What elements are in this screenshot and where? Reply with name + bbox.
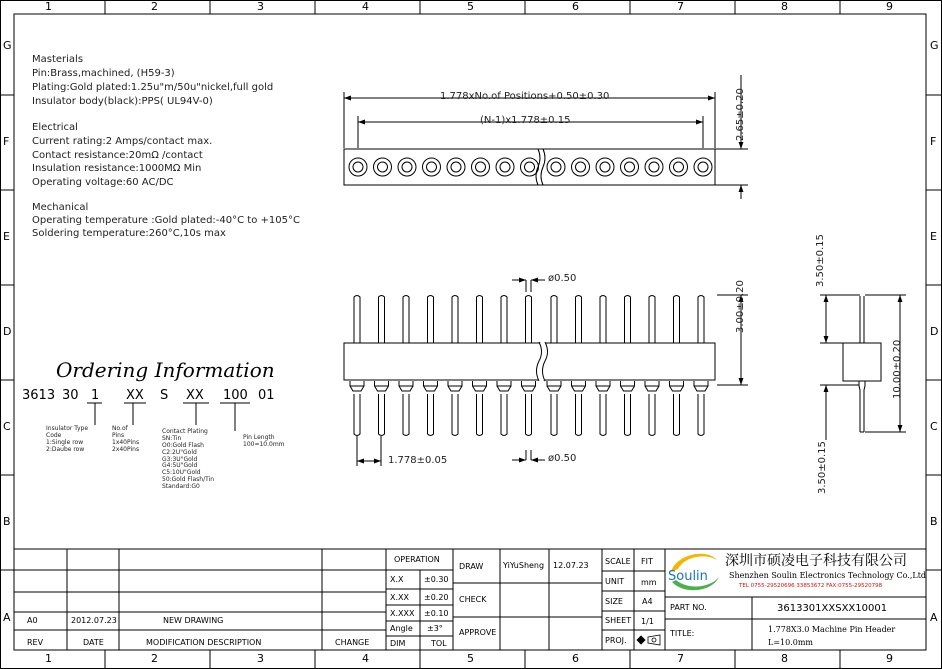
tol-value: ±0.30 [424,575,449,584]
tol-dim: X.XX [390,593,409,602]
zone-col-1: 1 [45,652,52,665]
unit-value: mm [641,578,657,587]
check-label: CHECK [459,595,487,604]
spec-line: Insulator body(black):PPS( UL94V-0) [32,96,213,107]
pin-hole [621,158,639,176]
spec-line: Soldering temperature:260°C,10s max [32,228,226,239]
pin-hole [374,158,392,176]
date-header: DATE [83,638,104,647]
title-label: TITLE: [670,629,695,638]
description-header: MODIFICATION DESCRIPTION [146,638,262,647]
zone-col-7: 7 [677,0,684,13]
zone-col-3: 3 [257,0,264,13]
zone-col-6: 6 [572,652,579,665]
pin-collar [448,381,462,391]
code-segment: XX [126,388,144,403]
dim-overall-length: 1.778xNo.of Positions+0.50±0.30 [440,91,610,102]
zone-row-e: E [3,230,10,243]
pin-hole [596,158,614,176]
pin-hole [447,158,465,176]
zone-col-6: 6 [572,0,579,13]
dim-header: DIM [390,639,406,648]
change-header: CHANGE [335,638,370,647]
pin-collar [424,381,438,391]
draw-date: 12.07.23 [553,561,589,570]
drawing-title-length: L=10.0mm [768,638,813,647]
drawer-name: YiYuSheng [503,561,545,570]
zone-row-d: D [3,325,12,338]
pin-hole [398,158,416,176]
code-segment: 3613 [22,388,56,403]
dim-side-total: 10.00±0.20 [892,339,903,399]
projection-symbol [637,635,660,645]
dim-side-bottom: 3.50±0.15 [817,441,828,494]
pin-hole [694,158,712,176]
dim-pitch-length: (N-1)x1.778±0.15 [480,115,571,126]
drawing-title: 1.778X3.0 Machine Pin Header [768,625,896,634]
zone-row-a: A [3,611,11,624]
zone-row-g: G [3,39,12,52]
pin-hole [423,158,441,176]
spec-line: Pin:Brass,machined, (H59-3) [32,68,175,79]
tol-value: ±0.20 [424,593,449,602]
dim-body-height: 2.65±0.20 [735,88,746,141]
dim-top-diameter: ø0.50 [548,273,577,284]
zone-row-f: F [3,135,10,148]
spec-line: Contact resistance:20mΩ /contact [32,150,203,161]
pin-collar [621,381,635,391]
pin-hole [496,158,514,176]
code-segment: 30 [62,388,79,403]
pin-collar [670,381,684,391]
zone-row-f: F [930,135,937,148]
proj-label: PROJ. [605,636,627,645]
spec-line: Current rating:2 Amps/contact max. [32,136,213,147]
spec-line: Operating voltage:60 AC/DC [32,177,174,188]
code-segment: XX [186,388,204,403]
pin-length-note: Pin Length 100=10.0mm [243,434,285,448]
zone-col-2: 2 [151,0,158,13]
rev-header: REV [27,638,44,647]
scale-label: SCALE [605,557,631,566]
sheet-label: SHEET [605,616,632,625]
zone-row-a: A [930,611,938,624]
company-name-cn: 深圳市硕凌电子科技有限公司 [725,553,907,569]
zone-row-b: B [3,515,11,528]
company-logo: Soulin [668,569,708,584]
dim-pin-height: 3.00±0.20 [735,280,746,333]
code-segment: 01 [258,388,275,403]
zone-col-8: 8 [781,652,788,665]
zone-col-9: 9 [886,0,893,13]
operation-header: OPERATION [394,555,440,564]
size-value: A4 [642,597,653,606]
zone-col-8: 8 [781,0,788,13]
pin-collar [350,381,364,391]
electrical-heading: Electrical [32,122,78,133]
part-no-label: PART NO. [670,603,707,612]
ordering-title: Ordering Information [56,358,275,382]
zone-row-e: E [930,230,937,243]
code-segment: 1 [91,388,100,403]
pin-collar [572,381,586,391]
sheet-value: 1/1 [641,617,654,626]
rev-value: A0 [27,616,38,625]
pin-collar [497,381,511,391]
pin-collar [399,381,413,391]
pin-collar [522,381,536,391]
pin-hole [645,158,663,176]
zone-row-d: D [930,325,939,338]
company-contact: TEL 0755-29520696 33853672 FAX:0755-29520798 [739,583,883,589]
tol-value: ±0.10 [424,609,449,618]
dim-bottom-diameter: ø0.50 [548,453,577,464]
pin-collar [645,381,659,391]
tol-value: ±3° [427,624,443,633]
zone-col-2: 2 [151,652,158,665]
materials-heading: Masterials [32,54,84,65]
zone-col-7: 7 [677,652,684,665]
zone-col-4: 4 [362,652,369,665]
zone-row-c: C [3,420,11,433]
pin-hole [349,158,367,176]
pin-hole [572,158,590,176]
scale-value: FIT [641,557,653,566]
pin-count-note: No.of Pins 1x40Pins 2x40Pins [112,425,140,453]
pin-hole [670,158,688,176]
pin-collar [694,381,708,391]
zone-col-1: 1 [45,0,52,13]
code-segment: S [160,388,169,403]
rev-date: 2012.07.23 [71,616,117,625]
tol-dim: X.XXX [390,609,415,618]
pin-hole [472,158,490,176]
spec-line: Plating:Gold plated:1.25u"m/50u"nickel,full gold [32,82,274,93]
rev-description: NEW DRAWING [163,616,224,625]
company-name-en: Shenzhen Soulin Electronics Technology Co.,Ltd [729,571,927,580]
pin-collar [375,381,389,391]
zone-col-5: 5 [467,652,474,665]
approve-label: APPROVE [459,628,497,637]
draw-label: DRAW [459,562,484,571]
contact-plating-note: Contact Plating SN:Tin O0:Gold Flash C2:2U"Gold G3:3U"Gold G4:5U"Gold C5:10U"Gold 50:Gold Flash/Tin Standard:G0 [162,428,215,491]
code-segment: 100 [223,388,248,403]
zone-row-g: G [930,39,939,52]
front-view [344,280,748,466]
dim-pitch: 1.778±0.05 [388,455,448,466]
zone-col-9: 9 [886,652,893,665]
insulator-type-note: Insulator Type Code 1:Single row 2:Daube row [46,425,89,453]
pin-collar [596,381,610,391]
unit-label: UNIT [605,577,625,586]
mechanical-heading: Mechanical [32,202,89,213]
part-number: 3613301XXSXX10001 [777,603,888,614]
spec-line: Operating temperature :Gold plated:-40°C to +105°C [32,215,300,226]
zone-col-5: 5 [467,0,474,13]
pin-collar [547,381,561,391]
zone-col-4: 4 [362,0,369,13]
spec-line: Insulation resistance:1000MΩ Min [32,163,202,174]
size-label: SIZE [605,597,623,606]
tol-dim: Angle [390,624,413,633]
pin-hole [547,158,565,176]
zone-row-c: C [930,420,938,433]
zone-col-3: 3 [257,652,264,665]
tol-dim: X.X [390,575,404,584]
pin-collar [473,381,487,391]
dim-side-top: 3.50±0.15 [815,234,826,287]
tol-header: TOL [431,639,447,648]
zone-row-b: B [930,515,938,528]
